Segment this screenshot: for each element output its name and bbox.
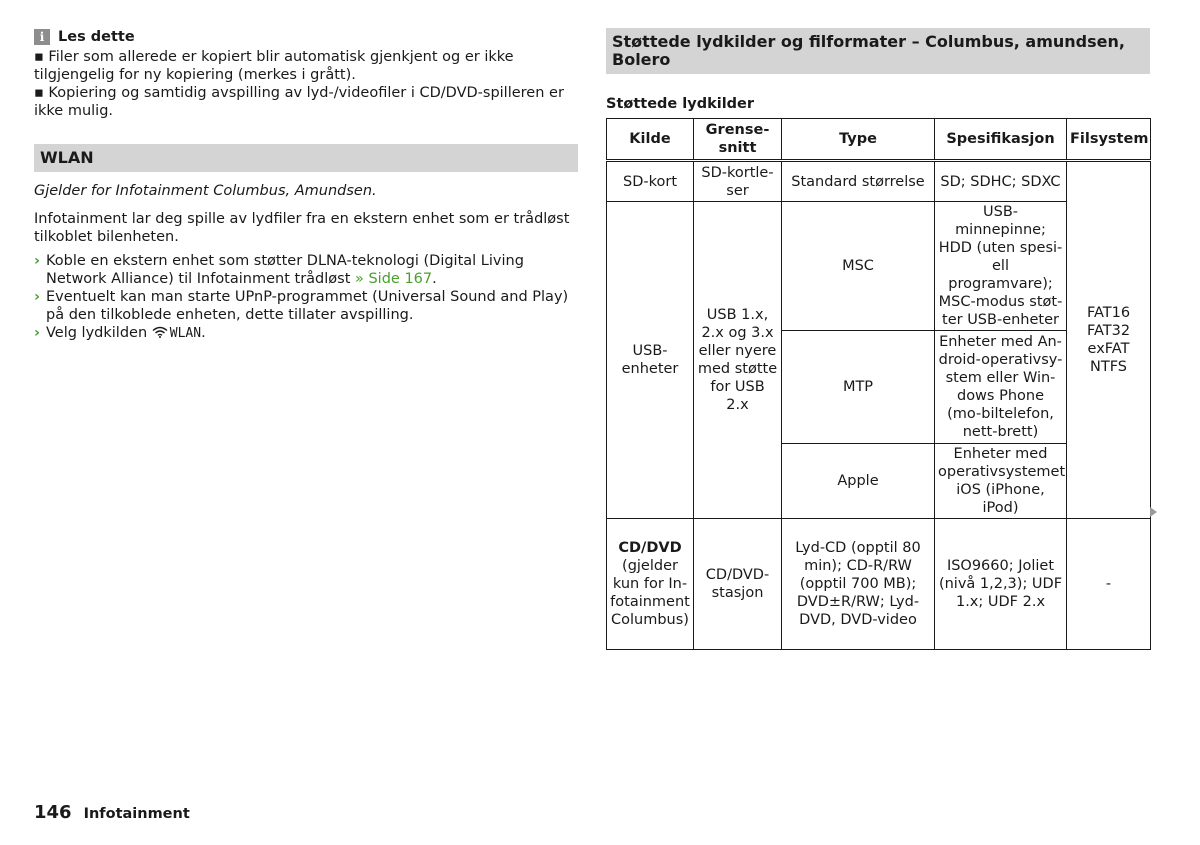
cell-source: CD/DVD (gjelder kun for In-fotainment Columbus) [607,519,694,650]
formats-heading: Støttede lydkilder og filformater – Columbus, amundsen, Bolero [606,28,1150,74]
cell-spec: ISO9660; Joliet (nivå 1,2,3); UDF 1.x; UDF 2.x [935,519,1067,650]
chevron-right-icon: › [34,325,40,341]
wlan-step-2-text: Eventuelt kan man starte UPnP-programmet (Universal Sound and Play) på den tilkoblede enheten, dette tillater avspilling. [46,289,569,323]
note-paragraph-2: ▪ Kopiering og samtidig avspilling av lyd-/videofiler i CD/DVD-spilleren er ikke mulig. [34,85,564,119]
wlan-step-2 [34,288,578,324]
cell-spec: Enheter med An-droid-operativsy-stem eller Win-dows Phone (mo-biltelefon, nett-brett) [935,331,1067,444]
cell-type: Apple [782,444,935,519]
note-title: Les dette [58,29,135,45]
cell-type: Lyd-CD (opptil 80 min); CD-R/RW (opptil 700 MB); DVD±R/RW; Lyd-DVD, DVD-video [782,519,935,650]
table-row [607,161,1151,202]
next-page-arrow-icon [1150,507,1157,517]
formats-subheading: Støttede lydkilder [606,96,755,112]
cell-type: MTP [782,331,935,444]
cell-type: Standard størrelse [782,161,935,202]
page-footer [34,804,190,823]
right-column [606,28,1150,650]
note-paragraph-1: ▪ Filer som allerede er kopiert blir automatisk gjenkjent og er ikke tilgjengelig for ny kopiering (merkes i grått). [34,49,514,83]
header-spec: Spesifikasjon [935,119,1067,161]
wlan-applies: Gjelder for Infotainment Columbus, Amundsen. [34,183,377,199]
chevron-right-icon: › [34,253,40,269]
cell-interface: USB 1.x, 2.x og 3.x eller nyere med støtte for USB 2.x [694,202,782,519]
header-type: Type [782,119,935,161]
cell-type: MSC [782,202,935,331]
header-filesystem: Filsystem [1067,119,1151,161]
wlan-intro: Infotainment lar deg spille av lydfiler fra en ekstern enhet som er trådløst tilkoblet bilenheten. [34,211,570,245]
cell-filesystem: - [1067,519,1151,650]
wifi-icon [152,326,168,338]
cell-filesystem: FAT16 FAT32 exFAT NTFS [1067,161,1151,519]
cell-interface: SD-kortle-ser [694,161,782,202]
cell-spec: Enheter med operativsystemet iOS (iPhone, iPod) [935,444,1067,519]
cell-spec: SD; SDHC; SDXC [935,161,1067,202]
wlan-steps [34,252,578,343]
wlan-step-3-text: Velg lydkilden [46,325,148,341]
header-interface: Grense-snitt [694,119,782,161]
chapter-title: Infotainment [83,806,190,822]
left-column [34,28,578,343]
wlan-step-3: › Velg lydkilden WLAN. [34,325,206,341]
info-icon: i [34,29,50,45]
cell-source: SD-kort [607,161,694,202]
note-header [34,28,578,46]
cell-spec: USB-minnepinne; HDD (uten spesi-ell programvare); MSC-modus støt-ter USB-enheter [935,202,1067,331]
table-row [607,519,1151,650]
table-header-row [607,119,1151,161]
cell-source: USB-enheter [607,202,694,519]
page-link[interactable]: » Side 167 [355,271,433,287]
sources-table [606,118,1151,650]
wlan-step-1-text: Koble en ekstern enhet som støtter DLNA-teknologi (Digital Living Network Alliance) til Infotainment trådløst [46,253,524,287]
cell-interface: CD/DVD-stasjon [694,519,782,650]
chevron-right-icon: › [34,289,40,305]
wlan-menu-label: WLAN [169,326,202,341]
wlan-heading: WLAN [34,144,578,172]
header-source: Kilde [607,119,694,161]
wlan-step-1: › Koble en ekstern enhet som støtter DLNA-teknologi (Digital Living Network Alliance) til Infotainment trådløst » Side 167. [34,253,524,287]
page-number: 146 [34,802,72,823]
